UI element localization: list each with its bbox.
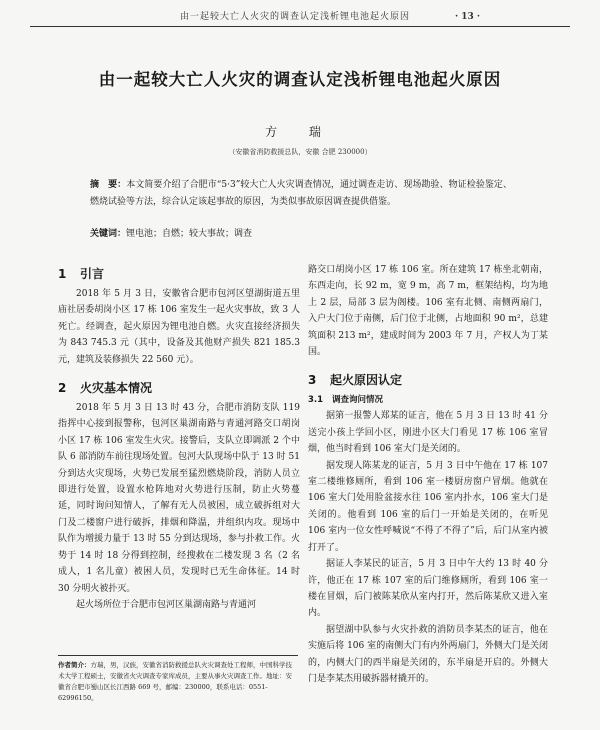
abstract-text: 本文简要介绍了合肥市“5·3”较大亡人火灾调查情况，通过调查走访、现场勘验、物证检验鉴定、燃烧试验等方法，综合认定该起事故的原因，为类似事故原因调查提供借鉴。 <box>90 180 512 207</box>
section-number: 3 <box>308 373 317 388</box>
section-title: 引言 <box>80 267 105 281</box>
running-head <box>30 8 570 27</box>
section-heading-fire-overview <box>58 376 300 400</box>
left-column <box>58 262 300 613</box>
section-title: 起火原因认定 <box>330 373 403 388</box>
subsection-heading <box>308 392 548 408</box>
paragraph: 2018 年 5 月 3 日 13 时 43 分，合肥市消防支队 119 指挥中心接到报警称，包河区巢湖南路与青通河路交口胡岗小区 17 栋 106 室发生火灾。接警后，支队立即调派 2 个中队 6 部消防车前往现场处置。包河大队现场中队于 13 时 51 分到达火灾现场，火势已发展至猛烈燃烧阶段，消防人员立即进行处置，设置水枪阵地对火势进行压制，防止火势蔓延，同时询问知情人，了解有无人员被困，成立破拆组对大门及二楼窗户进行破拆，排烟和降温，并组织内攻。现场中队作为增援力量于 13 时 55 分到达现场，参与扑救工作。火势于 14 时 18 分得到控制，经搜救在二楼发现 3 名（2 名成人，1 名儿童）被困人员，发现时已无生命体征。14 时 30 分明火被扑灭。 <box>58 403 300 594</box>
abstract <box>90 177 512 211</box>
article-title: 由一起较大亡人火灾的调查认定浅析锂电池起火原因 <box>98 70 502 89</box>
section-number: 2 <box>58 381 67 396</box>
subsection-title: 调查询问情况 <box>332 395 384 406</box>
author: 方 瑞 <box>265 125 335 139</box>
section-heading-cause <box>308 368 548 392</box>
running-title: 由一起较大亡人火灾的调查认定浅析锂电池起火原因 <box>180 12 411 22</box>
subsection-number: 3.1 <box>308 395 324 406</box>
abstract-label: 摘 要： <box>90 180 127 190</box>
paragraph-continued: 路交口胡岗小区 17 栋 106 室。所在建筑 17 栋坐北朝南，东西走向，长 92 m，宽 9 m，高 7 m，框架结构，均为地上 2 层，局部 3 层为阁楼。106 室有北侧、南侧两扇门，入户大门位于南侧，后门位于北侧，占地面积 90 m²，总建筑面积 213 m²，建成时间为 2003 年 7 月，产权人为丁某国。 <box>308 265 548 358</box>
paragraph: 据第一报警人郑某的证言，他在 5 月 3 日 13 时 41 分送完小孩上学回小区，刚进小区大门看见 17 栋 106 室冒烟，他当时看到 106 室大门是关闭的。 <box>308 411 548 455</box>
affiliation: （安徽省消防救援总队，安徽 合肥 230000） <box>228 148 372 156</box>
footnote-text: 方瑞，男，汉族，安徽省消防救援总队火灾调查处工程师，中国科学技术大学工程硕士，安徽省火灾调查专家库成员，主要从事火灾调查工作。地址：安徽省合肥市蜀山区长江西路 669 号，邮编：230000，联系电话：0551-62996150。 <box>58 661 292 702</box>
paragraph: 据望湖中队参与火灾扑救的消防员李某杰的证言，他在实施后将 106 室的南侧大门有内外两扇门，外侧大门是关闭的，内侧大门的西半扇是关闭的，东半扇是开启的。外侧大门是李某杰用破拆器材撬开的。 <box>308 624 548 684</box>
section-title: 火灾基本情况 <box>80 381 153 396</box>
section-heading-intro <box>58 262 300 286</box>
page-number: · 13 · <box>454 12 480 22</box>
paragraph: 起火场所位于合肥市包河区巢湖南路与青通河 <box>76 599 257 610</box>
paragraph: 据证人李某民的证言，5 月 3 日中午大约 13 时 40 分许，他正在 17 栋 107 室的后门维修厕所，看到 106 室一楼在冒烟，后门被陈某欣从室内打开，然后陈某欣又进入室内。 <box>308 559 548 619</box>
keywords-text: 锂电池；自燃；较大事故；调查 <box>126 229 253 239</box>
paragraph: 据发现人陈某龙的证言，5 月 3 日中午他在 17 栋 107 室二楼维修厕所，看到 106 室一楼厨房窗户冒烟。他就在 106 室大门处用脸盆接水往 106 室内扑水，106 室大门是关闭的。他看到 106 室的后门一开始是关闭的，在听见 106 室内一位女性呼喊说“不得了不得了”后，后门从室内被打开了。 <box>308 460 548 553</box>
author-footnote <box>58 655 298 704</box>
paragraph: 2018 年 5 月 3 日，安徽省合肥市包河区望湖街道五里庙社居委胡岗小区 17 栋 106 室发生一起火灾事故，致 3 人死亡。经调查，起火原因为锂电池自燃。火灾直接经济损失为 843 745.3 元（其中，设备及其他财产损失 821 185.3 元，建筑及装修损失 22 560 元）。 <box>58 289 300 365</box>
section-number: 1 <box>58 267 67 281</box>
footnote-label: 作者简介： <box>58 661 91 669</box>
right-column <box>308 262 548 687</box>
keywords-label: 关键词： <box>90 229 127 239</box>
keywords <box>90 227 512 242</box>
